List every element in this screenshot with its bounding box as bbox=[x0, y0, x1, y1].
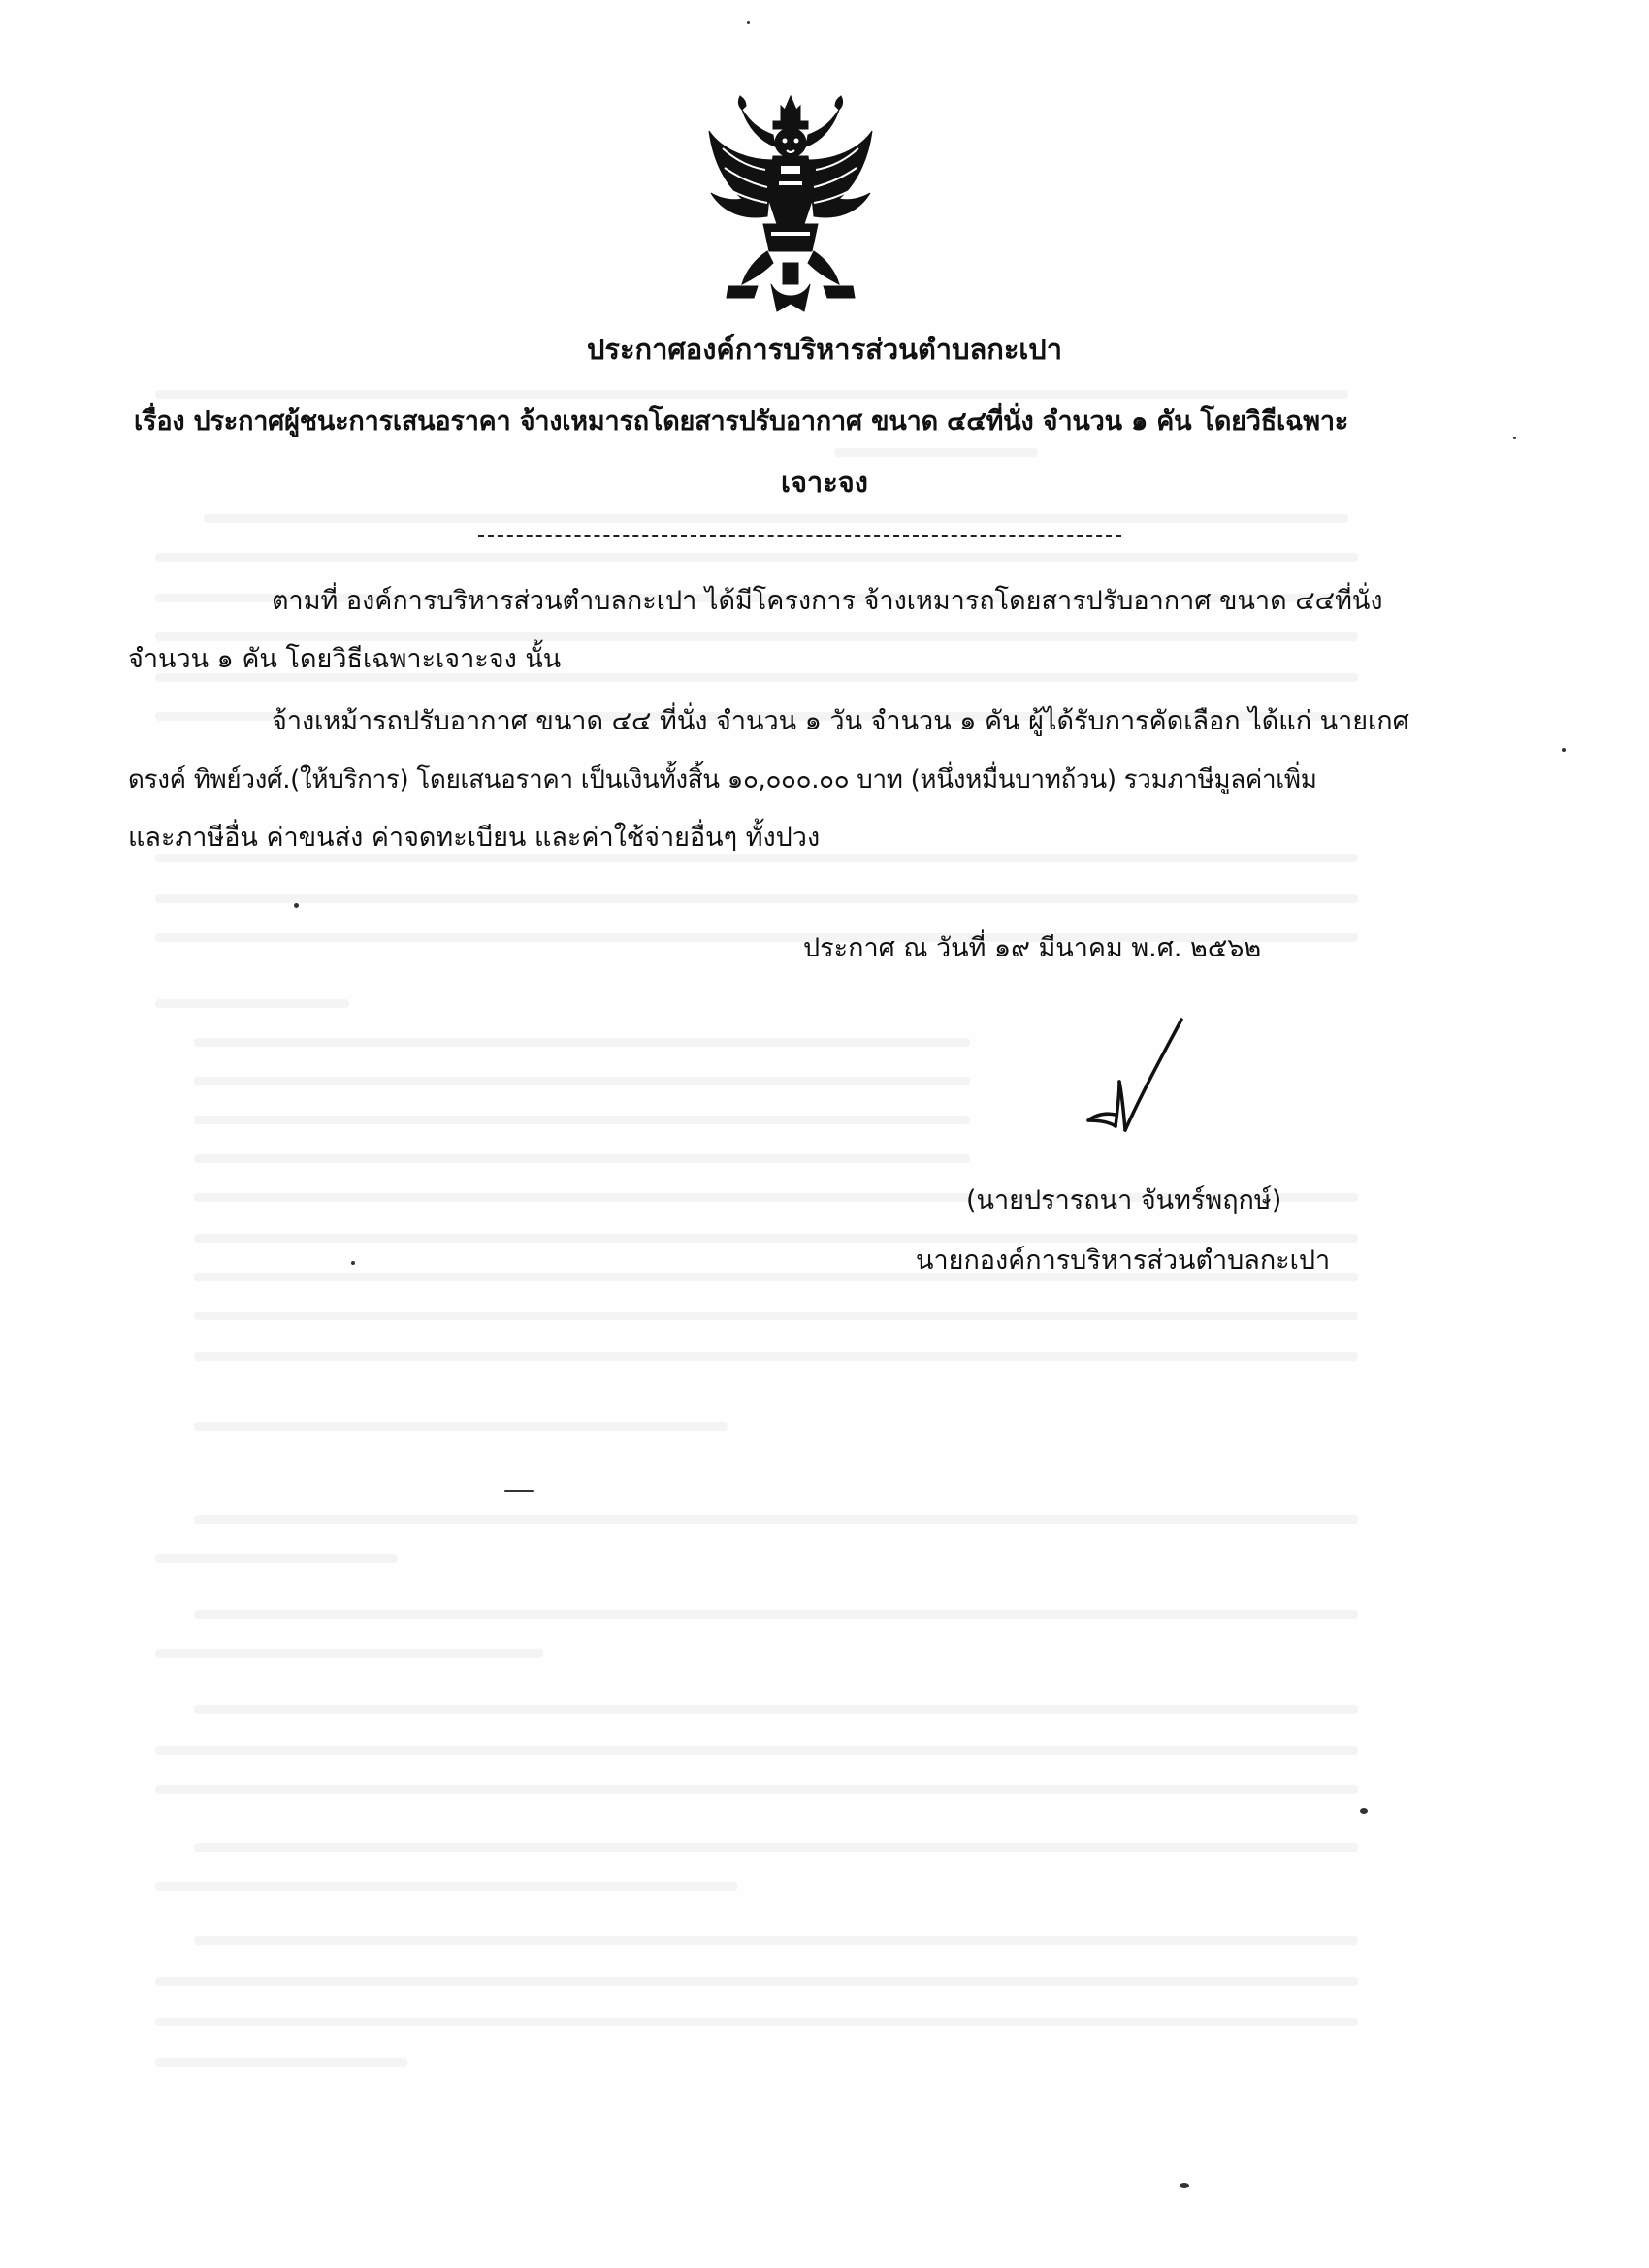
paragraph-2-line-1: จ้างเหม้ารถปรับอากาศ ขนาด ๔๔ ที่นั่ง จำนวน ๑ วัน จำนวน ๑ คัน ผู้ได้รับการคัดเลือก ได้แก่ นายเกศ bbox=[272, 706, 1409, 736]
garuda-emblem-icon bbox=[703, 92, 878, 315]
subject-line-1: เรื่อง ประกาศผู้ชนะการเสนอราคา จ้างเหมารถโดยสารปรับอากาศ ขนาด ๔๔ที่นั่ง จำนวน ๑ คัน โดยวิธีเฉพาะ bbox=[134, 406, 1349, 437]
header-divider bbox=[478, 535, 1121, 537]
paragraph-1-line-1: ตามที่ องค์การบริหารส่วนตำบลกะเปา ได้มีโครงการ จ้างเหมารถโดยสารปรับอากาศ ขนาด ๔๔ที่นั่ง bbox=[272, 586, 1383, 616]
subject-line-2: เจาะจง bbox=[781, 466, 868, 499]
agency-title: ประกาศองค์การบริหารส่วนตำบลกะเปา bbox=[586, 333, 1062, 366]
paragraph-2-line-3: และภาษีอื่น ค่าขนส่ง ค่าจดทะเบียน และค่าใช้จ่ายอื่นๆ ทั้งปวง bbox=[128, 823, 821, 853]
signatory-name: (นายปรารถนา จันทร์พฤกษ์) bbox=[966, 1185, 1282, 1215]
signatory-position: นายกองค์การบริหารส่วนตำบลกะเปา bbox=[916, 1246, 1331, 1276]
paragraph-2-line-2: ดรงค์ ทิพย์วงศ์.(ให้บริการ) โดยเสนอราคา เป็นเงินทั้งสิ้น ๑๐,๐๐๐.๐๐ บาท (หนึ่งหมื่นบาทถ้วน) รวมภาษีมูลค่าเพิ่ม bbox=[128, 765, 1317, 794]
handwritten-signature bbox=[1067, 1014, 1203, 1140]
paragraph-1-line-2: จำนวน ๑ คัน โดยวิธีเฉพาะเจาะจง นั้น bbox=[128, 644, 562, 674]
announcement-date: ประกาศ ณ วันที่ ๑๙ มีนาคม พ.ศ. ๒๕๖๒ bbox=[803, 933, 1262, 963]
